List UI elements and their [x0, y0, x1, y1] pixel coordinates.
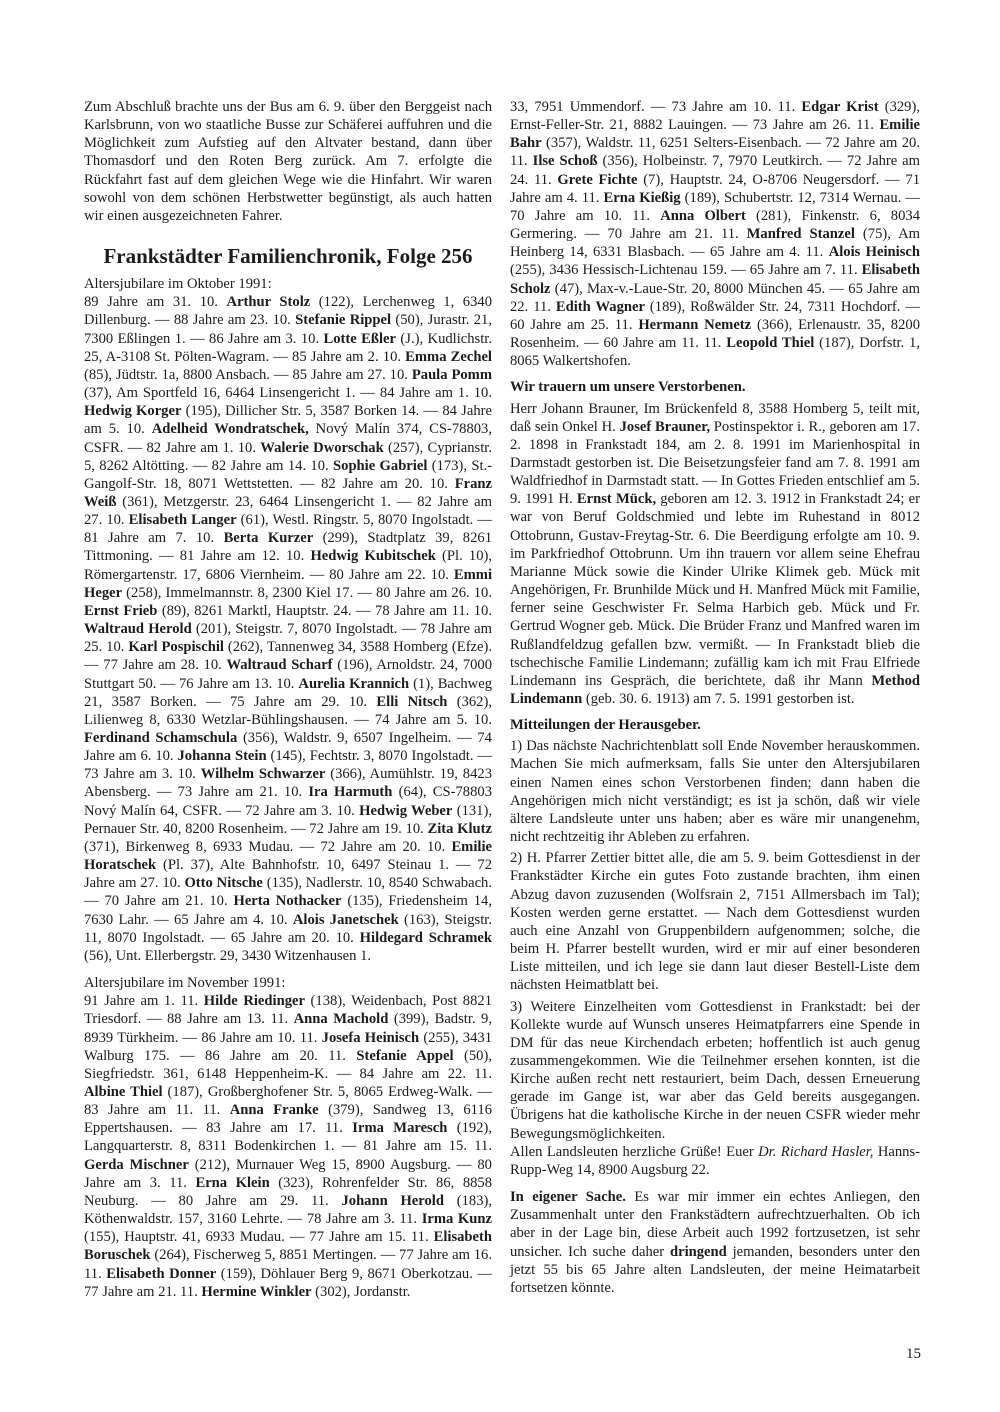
right-column: [510, 98, 920, 1297]
october-label: Altersjubilare im Oktober 1991:: [84, 276, 272, 293]
publisher-note-1: 1) Das nächste Nachrichtenblatt soll Ende November herauskommen. Machen Sie mich aufmerksam, falls Sie unter den Altersjubilaren einen Namen eines schon Verstorbenen finden; dann haben die Angehörigen mich nicht verständigt; es ist ja schön, daß wir viele ältere Landsleute unter uns haben; aber es wäre mir unangenehm, nicht rechtzeitig ihr Ableben zu erfahren.: [510, 738, 920, 846]
publisher-note-3: 3) Weitere Einzelheiten vom Gottesdienst in Frankstadt: bei der Kollekte wurde auf Wunsch unseres Heimatpfarrers eine Spende in DM für das neue Kirchendach erbeten; hoffentlich ist auch genug zusammengekommen. Wie die Teilnehmer ersehen konnten, ist die Kirche außen recht nett restauriert, beim Dach, dessen Erneuerung gerade im Gange ist, war aber das Geld bereits ausgegangen. Übrigens hat die katholische Kirche in der neuen CSFR wieder mehr Bewegungsmöglichkeiten.: [510, 998, 920, 1142]
own-matter-paragraph: In eigener Sache. Es war mir immer ein echtes Anliegen, den Zusammenhalt unter den Frankstädtern aufrechtzuerhalten. Ob ich aber in der Lage bin, diese Arbeit auch 1992 fortzusetzen, ist sehr unsicher. Ich suche daher dringend jemanden, besonders unter den jetzt 55 bis 65 Jahre alten Landsleuten, der meine Heimatarbeit fortsetzen könnte.: [510, 1189, 921, 1296]
greeting: Allen Landsleuten herzliche Grüße! Euer Dr. Richard Hasler, Hanns-Rupp-Weg 14, 8900 Augsburg 22.: [510, 1143, 920, 1178]
publisher-note-2: 2) H. Pfarrer Zettier bittet alle, die am 5. 9. beim Gottesdienst in der Frankstädter Kirche ein gutes Foto zustande brachten, ihm einen Abzug davon zuzusenden (Wolfsrain 2, 7151 Allmersbach im Tal); Kosten werden gerne erstattet. — Nach dem Gottesdienst wurden auch eine Anzahl von Gruppenbildern aufgenommen; solche, die beim H. Pfarrer bestellt wurden, wird er mir auf einer besonderen Liste mitteilen, und ich lege sie dann laut dieser Bestell-Liste dem nächsten Heimatblatt bei.: [510, 850, 920, 994]
november-label: Altersjubilare im November 1991:: [84, 975, 286, 992]
november-jubilees: 91 Jahre am 1. 11. Hilde Riedinger (138), Weidenbach, Post 8821 Triesdorf. — 88 Jahre am 13. 11. Anna Machold (399), Badstr. 9, 8939 Türkheim. — 86 Jahre am 10. 11. Josefa Heinisch (255), 3431 Walburg 175. — 86 Jahre am 20. 11. Stefanie Appel (50), Siegfriedstr. 361, 6148 Heppenheim-K. — 84 Jahre am 22. 11. Albine Thiel (187), Großberghofener Str. 5, 8065 Erdweg-Walk. — 83 Jahre am 11. 11. Anna Franke (379), Sandweg 13, 6116 Eppertshausen. — 83 Jahre am 17. 11. Irma Maresch (192), Langquarterstr. 8, 8311 Bodenkirchen 1. — 81 Jahre am 15. 11. Gerda Mischner (212), Murnauer Weg 15, 8900 Augsburg. — 80 Jahre am 3. 11. Erna Klein (323), Rohrenfelder Str. 86, 8858 Neuburg. — 80 Jahre am 29. 11. Johann Herold (183), Köthenwaldstr. 157, 3160 Lehrte. — 78 Jahre am 3. 11. Irma Kunz (155), Hauptstr. 41, 6933 Mudau. — 77 Jahre am 15. 11. Elisabeth Boruschek (264), Fischerweg 5, 8851 Mertingen. — 77 Jahre am 16. 11. Elisabeth Donner (159), Döhlauer Berg 9, 8671 Oberkotzau. — 77 Jahre am 21. 11. Hermine Winkler (302), Jordanstr.: [84, 993, 493, 1300]
october-jubilees: 89 Jahre am 31. 10. Arthur Stolz (122), Lerchenweg 1, 6340 Dillenburg. — 88 Jahre am 23. 10. Stefanie Rippel (50), Jurastr. 21, 7300 Eßlingen 1. — 86 Jahre am 3. 10. Lotte Eßler (J.), Kudlichstr. 25, A-3108 St. Pölten-Wagram. — 85 Jahre am 2. 10. Emma Zechel (85), Jüdtstr. 1a, 8800 Ansbach. — 85 Jahre am 27. 10. Paula Pomm (37), Am Sportfeld 16, 6464 Linsengericht 1. — 84 Jahre am 1. 10. Hedwig Korger (195), Dillicher Str. 5, 3587 Borken 14. — 84 Jahre am 5. 10. Adelheid Wondratschek, Nový Malín 374, CS-78803, CSFR. — 82 Jahre am 1. 10. Walerie Dworschak (257), Cyprianstr. 5, 8262 Altötting. — 82 Jahre am 14. 10. Sophie Gabriel (173), St.-Gangolf-Str. 18, 8071 Wettstetten. — 82 Jahre am 20. 10. Franz Weiß (361), Metzgerstr. 23, 6464 Linsengericht 1. — 82 Jahre am 27. 10. Elisabeth Langer (61), Westl. Ringstr. 5, 8070 Ingolstadt. — 81 Jahre am 7. 10. Berta Kurzer (299), Stadtplatz 39, 8261 Tittmoning. — 81 Jahre am 12. 10. Hedwig Kubitschek (Pl. 10), Römergartenstr. 17, 6806 Viernheim. — 80 Jahre am 22. 10. Emmi Heger (258), Immelmannstr. 8, 2300 Kiel 17. — 80 Jahre am 26. 10. Ernst Frieb (89), 8261 Marktl, Hauptstr. 24. — 78 Jahre am 11. 10. Waltraud Herold (201), Steigstr. 7, 8070 Ingolstadt. — 78 Jahre am 25. 10. Karl Pospischil (262), Tannenweg 34, 3588 Homberg (Efze). — 77 Jahre am 28. 10. Waltraud Scharf (196), Arnoldstr. 24, 7000 Stuttgart 50. — 76 Jahre am 13. 10. Aurelia Krannich (1), Bachweg 21, 3587 Borken. — 75 Jahre am 29. 10. Elli Nitsch (362), Lilienweg 8, 6330 Wetzlar-Bühlingshausen. — 74 Jahre am 5. 10. Ferdinand Schamschula (356), Waldstr. 9, 6507 Ingelheim. — 74 Jahre am 6. 10. Johanna Stein (145), Fechtstr. 3, 8070 Ingolstadt. — 73 Jahre am 3. 10. Wilhelm Schwarzer (366), Aumühlstr. 19, 8423 Abensberg. — 73 Jahre am 21. 10. Ira Harmuth (64), CS-78803 Nový Malín 64, CSFR. — 72 Jahre am 3. 10. Hedwig Weber (131), Pernauer Str. 40, 8200 Rosenheim. — 72 Jahre am 19. 10. Zita Klutz (371), Birkenweg 8, 6933 Mudau. — 72 Jahre am 20. 10. Emilie Horatschek (Pl. 37), Alte Bahnhofstr. 10, 6497 Steinau 1. — 72 Jahre am 27. 10. Otto Nitsche (135), Nadlerstr. 10, 8540 Schwabach. — 70 Jahre am 21. 10. Herta Nothacker (135), Friedensheim 14, 7630 Lahr. — 65 Jahre am 4. 10. Alois Janetschek (163), Steigstr. 11, 8070 Ingolstadt. — 65 Jahre am 20. 10. Hildegard Schramek (56), Unt. Ellerbergstr. 29, 3430 Witzenhausen 1.: [84, 294, 493, 964]
chronicle-heading: Frankstädter Familienchronik, Folge 256: [103, 244, 473, 269]
november-jubilees-continued: 33, 7951 Ummendorf. — 73 Jahre am 10. 11. Edgar Krist (329), Ernst-Feller-Str. 21, 8882 Lauingen. — 73 Jahre am 26. 11. Emilie Bahr (357), Waldstr. 11, 6251 Selters-Eisenbach. — 72 Jahre am 20. 11. Ilse Schoß (356), Holbeinstr. 7, 7970 Leutkirch. — 72 Jahre am 24. 11. Grete Fichte (7), Hauptstr. 24, O-8706 Neugersdorf. — 71 Jahre am 4. 11. Erna Kießig (189), Schubertstr. 12, 7314 Wernau. — 70 Jahre am 10. 11. Anna Olbert (281), Finkenstr. 6, 8034 Germering. — 70 Jahre am 21. 11. Manfred Stanzel (75), Am Heinberg 14, 6331 Blasbach. — 65 Jahre am 4. 11. Alois Heinisch (255), 3436 Hessisch-Lichtenau 159. — 65 Jahre am 7. 11. Elisabeth Scholz (47), Max-v.-Laue-Str. 20, 8000 München 45. — 65 Jahre am 22. 11. Edith Wagner (189), Roßwälder Str. 24, 7311 Hochdorf. — 60 Jahre am 25. 11. Hermann Nemetz (366), Erlenaustr. 35, 8200 Rosenheim. — 60 Jahre am 11. 11. Leopold Thiel (187), Dorfstr. 1, 8065 Walkertshofen.: [510, 99, 921, 370]
publisher-heading: Mitteilungen der Herausgeber.: [510, 717, 701, 734]
deceased-paragraph: Herr Johann Brauner, Im Brückenfeld 8, 3588 Homberg 5, teilt mit, daß sein Onkel H. Josef Brauner, Postinspektor i. R., geboren am 17. 2. 1898 in Frankstadt 184, am 2. 8. 1991 im Marienhospital in Darmstadt gestorben ist. Die Beisetzungsfeier fand am 7. 8. 1991 am Waldfriedhof in Darmstadt statt. — In Gottes Frieden entschlief am 5. 9. 1991 H. Ernst Mück, geboren am 12. 3. 1912 in Frankstadt 24; er war von Beruf Goldschmied und lebte im Ruhestand in 8012 Ottobrunn, Gustav-Freytag-Str. 6. Die Beerdigung erfolgte am 10. 9. im Parkfriedhof Ottobrunn. Um ihn trauern vor allem seine Ehefrau Marianne Mück sowie die Kinder Ulrike Klimek geb. Mück mit Angehörigen, Fr. Brunhilde Mück und H. Manfred Mück mit Familie, ferner seine Geschwister Fr. Selma Harbich geb. Mück und Fr. Gertrud Wogner geb. Mück. Die Brüder Franz und Manfred waren im Rußlandfeldzug gefallen bzw. vermißt. — In Frankstadt blieb die tschechische Familie Lindemann; zufällig kam ich mit Frau Elfriede Lindemann ins Gespräch, die berichtete, daß ihr Mann Method Lindemann (geb. 30. 6. 1913) am 7. 5. 1991 gestorben ist.: [510, 400, 920, 707]
page-number: 15: [906, 1346, 921, 1362]
deceased-heading: Wir trauern um unsere Verstorbenen.: [510, 379, 746, 396]
intro-paragraph: Zum Abschluß brachte uns der Bus am 6. 9. über den Berggeist nach Karlsbrunn, von wo staatliche Busse zur Schäferei auffuhren und die Möglichkeit zum Aufstieg auf den Altvater bestand, dann über Thomasdorf und den Roten Berg zurück. Am 7. erfolgte die Rückfahrt fast auf dem gleichen Wege wie die Hinfahrt. Wir waren sowohl von dem schönen Herbstwetter begünstigt, als auch hatten wir einen ausgezeichneten Fahrer.: [84, 99, 492, 224]
left-column: [84, 98, 492, 1301]
